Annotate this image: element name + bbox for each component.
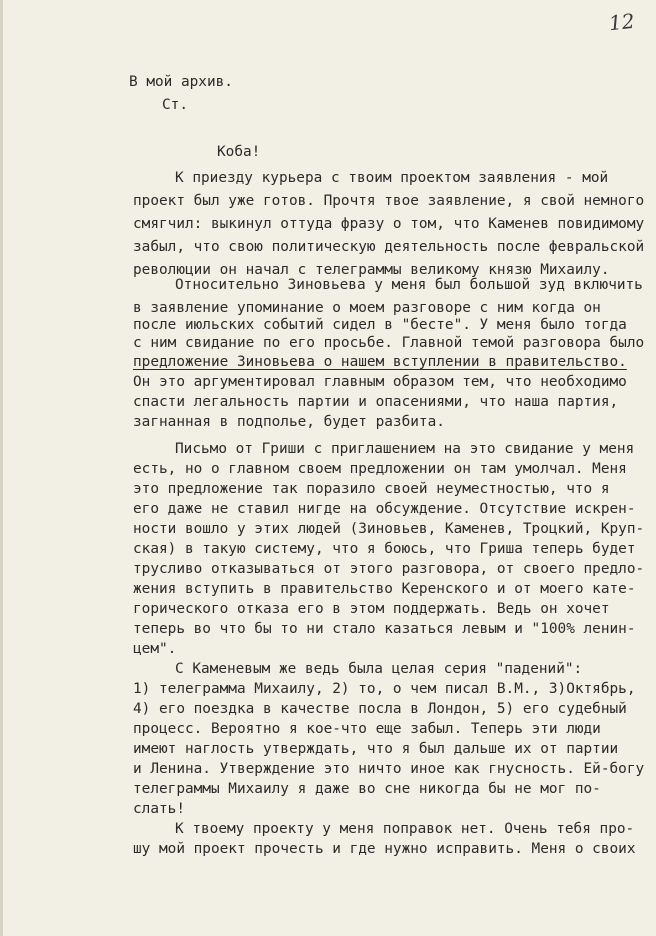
letter-line: 1) телеграмма Михаилу, 2) то, о чем писал В.М., 3)Октябрь, bbox=[133, 681, 636, 697]
letter-line: это предложение так поразило своей неуместностью, что я bbox=[133, 481, 610, 497]
letter-line: с ним свидание по его просьбе. Главной темой разговора было bbox=[133, 335, 645, 351]
letter-line: и Ленина. Утверждение это ничто иное как гнусность. Ей-богу bbox=[133, 761, 645, 777]
signature-initials: Ст. bbox=[162, 97, 188, 113]
letter-line: имеют наглость утверждать, что я был дальше их от партии bbox=[133, 741, 619, 757]
letter-line: есть, но о главном своем предложении он там умолчал. Меня bbox=[133, 461, 627, 477]
letter-line: К твоему проекту у меня поправок нет. Очень тебя про- bbox=[175, 821, 635, 837]
letter-line: К приезду курьера с твоим проектом заявления - мой bbox=[175, 170, 609, 186]
letter-line: 4) его поездка в качестве посла в Лондон, 5) его судебный bbox=[133, 701, 627, 717]
salutation: Коба! bbox=[217, 144, 261, 160]
letter-line: в заявление упоминание о моем разговоре с ним когда он bbox=[133, 300, 601, 316]
letter-line: С Каменевым же ведь была целая серия "падений": bbox=[175, 661, 583, 677]
letter-line-underlined: предложение Зиновьева о нашем вступлении в правительство. bbox=[133, 354, 627, 370]
letter-line: трусливо отказываться от этого разговора, от своего предло- bbox=[133, 561, 645, 577]
letter-line: телеграммы Михаилу я даже во сне никогда бы не мог по- bbox=[133, 781, 601, 797]
letter-line: спасти легальность партии и опасениями, что наша партия, bbox=[133, 394, 619, 410]
letter-line: проект был уже готов. Прочтя твое заявление, я свой немного bbox=[133, 193, 645, 209]
letter-line: его даже не ставил нигде на обсуждение. Отсутствие искрен- bbox=[133, 501, 636, 517]
letter-line: слать! bbox=[133, 801, 185, 817]
letter-line: Он это аргументировал главным образом тем, что необходимо bbox=[133, 374, 627, 390]
letter-line: цем". bbox=[133, 641, 177, 657]
letter-line: смягчил: выкинул оттуда фразу о том, что Каменев повидимому bbox=[133, 216, 645, 232]
letter-line: Письмо от Гриши с приглашением на это свидание у меня bbox=[175, 441, 635, 457]
letter-line: ская) в такую систему, что я боюсь, что Гриша теперь будет bbox=[133, 541, 636, 557]
letter-line: процесс. Вероятно я кое-что еще забыл. Теперь эти люди bbox=[133, 721, 601, 737]
letter-line: загнанная в подполье, будет разбита. bbox=[133, 414, 445, 430]
letter-line: шу мой проект прочесть и где нужно исправить. Меня о своих bbox=[133, 841, 636, 857]
letter-line: после июльских событий сидел в "бесте". У меня было тогда bbox=[133, 317, 627, 333]
letter-line: забыл, что свою политическую деятельность после февральской bbox=[133, 239, 645, 255]
letter-line: ности вошло у этих людей (Зиновьев, Каменев, Троцкий, Круп- bbox=[133, 521, 645, 537]
letter-line: Относительно Зиновьева у меня был большой зуд включить bbox=[175, 277, 643, 293]
letter-line: революции он начал с телеграммы великому князю Михаилу. bbox=[133, 262, 610, 278]
archive-note: В мой архив. bbox=[129, 74, 233, 90]
letter-line: теперь во что бы то ни стало казаться левым и "100% ленин- bbox=[133, 621, 636, 637]
letter-line: жения вступить в правительство Керенского и от моего кате- bbox=[133, 581, 636, 597]
handwritten-page-number: 12 bbox=[607, 8, 636, 36]
letter-line: горического отказа его в этом поддержать. Ведь он хочет bbox=[133, 601, 610, 617]
